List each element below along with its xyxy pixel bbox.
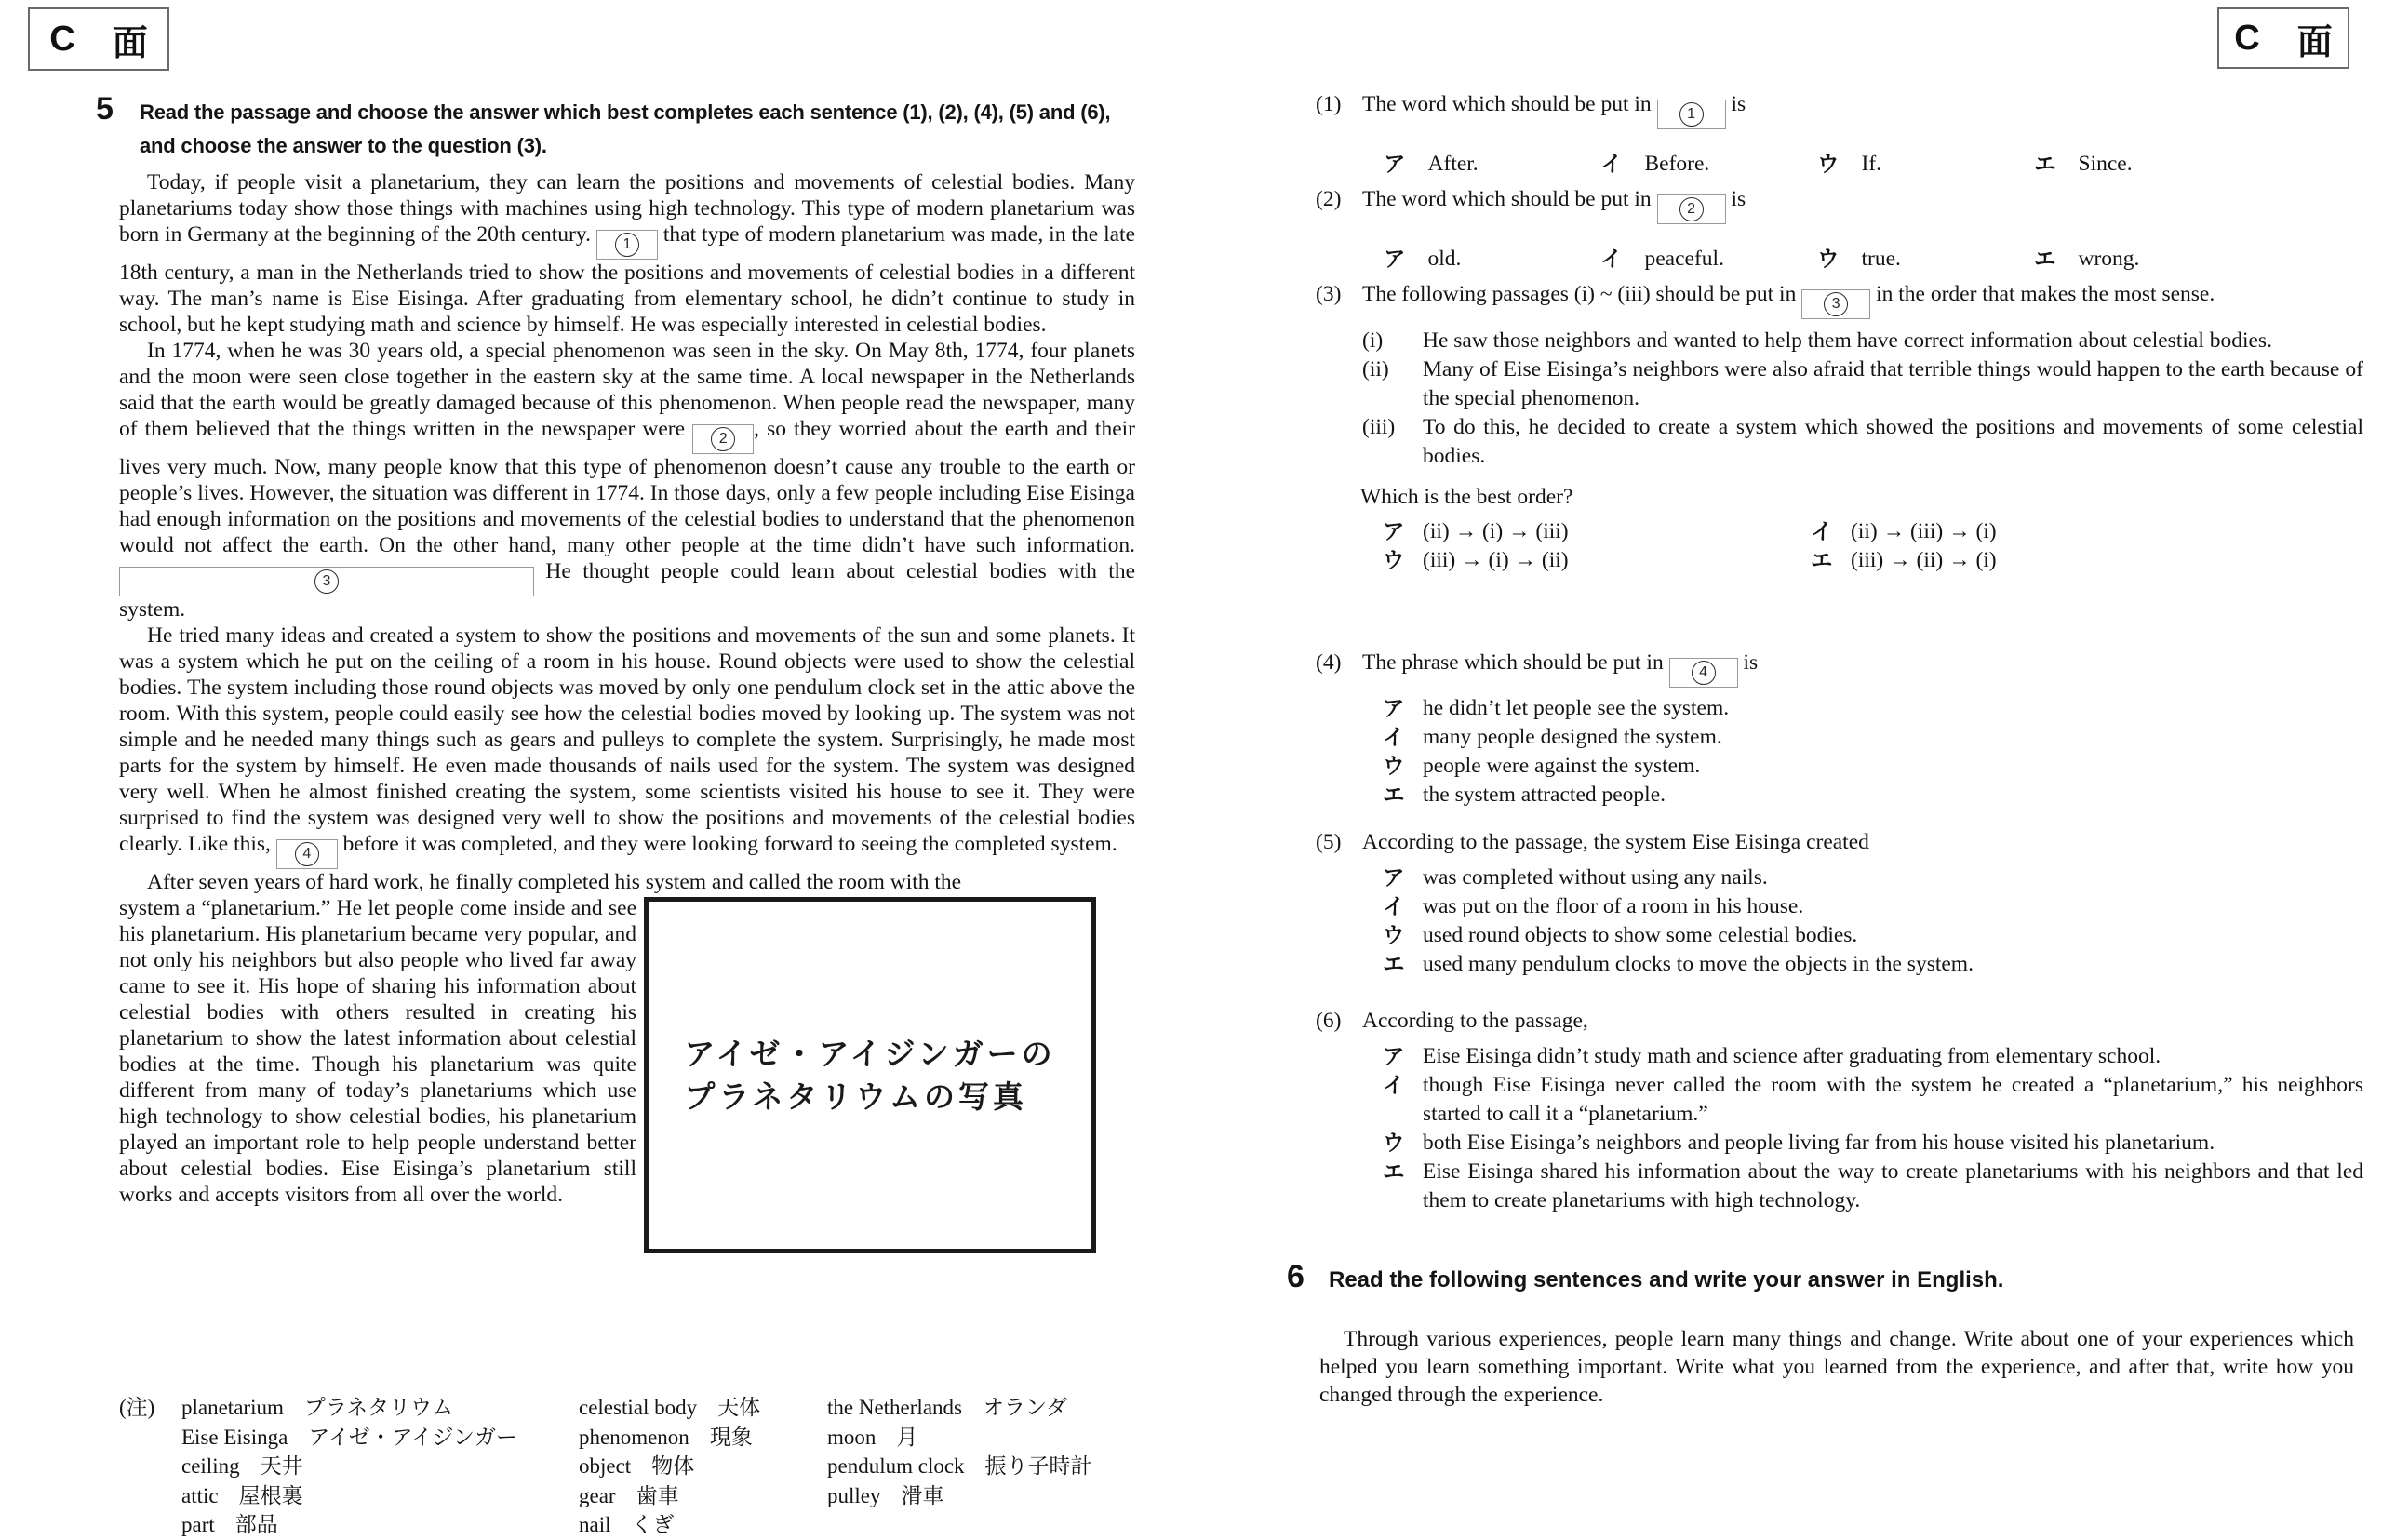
note-term: part bbox=[181, 1513, 215, 1536]
blank-box-1 bbox=[596, 230, 658, 260]
option-4 bbox=[2034, 245, 2139, 274]
option-2 bbox=[1383, 892, 2363, 921]
ordering-passage-label: (ii) bbox=[1362, 357, 1389, 382]
circled-number-2: 2 bbox=[711, 427, 735, 451]
note-entry bbox=[181, 1481, 517, 1511]
blank-box-2 bbox=[692, 424, 754, 454]
option-3 bbox=[1383, 921, 2363, 950]
note-reading: 部品 bbox=[234, 1513, 278, 1536]
note-entry bbox=[181, 1393, 517, 1423]
note-term: the Netherlands bbox=[827, 1396, 962, 1419]
ordering-passage-item bbox=[1316, 413, 2363, 471]
note-reading: 滑車 bbox=[901, 1483, 944, 1507]
answer-options bbox=[1316, 150, 2363, 179]
question-number: (1) bbox=[1316, 92, 1342, 116]
circled-number-2: 2 bbox=[1679, 197, 1704, 221]
option-label: ウ bbox=[1383, 754, 1405, 778]
option-label: ウ bbox=[1817, 247, 1840, 271]
option-label: ア bbox=[1383, 696, 1405, 720]
option-label: イ bbox=[1383, 1073, 1405, 1097]
note-reading: 天井 bbox=[260, 1454, 303, 1478]
side-letter: C bbox=[2234, 18, 2260, 58]
note-entry bbox=[579, 1481, 760, 1511]
ordering-passage-text: He saw those neighbors and wanted to help them have correct information about celestial bodies. bbox=[1423, 328, 2272, 353]
section-5-number: 5 bbox=[96, 91, 114, 127]
option-text: people were against the system. bbox=[1423, 754, 1701, 778]
ordering-passages bbox=[1316, 327, 2363, 471]
blank-box-4 bbox=[276, 839, 338, 869]
note-term: pendulum clock bbox=[827, 1454, 965, 1478]
blank-box-4 bbox=[1669, 658, 1738, 688]
side-letter: C bbox=[49, 19, 75, 59]
note-term: object bbox=[579, 1454, 632, 1478]
passage-paragraph-2: In 1774, when he was 30 years old, a special phenomenon was seen in the sky. On May 8th, 1774, four planets and the moon were seen close together in the eastern sky at the same time. A local newspaper in the Netherlands said that the earth would be greatly damaged because of this phenomenon. When people read the newspaper, many of them believed that the things written in the newspaper were 2 , so they worried about the earth and their lives very much. Now, many people know that this type of phenomenon doesn’t cause any trouble to the earth or people’s lives. However, the situation was different in 1774. In those days, only a few people including Eise Eisinga had enough information on the positions and movements of the celestial bodies to understand that the phenomenon would not affect the earth. On the other hand, many other people at the time didn’t have such information. 3 He thought people could learn about celestial bodies with the system. bbox=[119, 339, 1135, 622]
option-1 bbox=[1383, 864, 2363, 892]
question-number: (6) bbox=[1316, 1009, 1342, 1033]
ordering-passage-text: To do this, he decided to create a system which showed the positions and movements of some celestial bodies. bbox=[1423, 415, 2363, 468]
note-term: ceiling bbox=[181, 1454, 240, 1478]
circled-number-4: 4 bbox=[295, 842, 319, 866]
page-side-label-right bbox=[2217, 7, 2349, 69]
option-label: ア bbox=[1383, 519, 1405, 543]
option-1 bbox=[1384, 150, 1600, 179]
option-label: エ bbox=[1383, 952, 1405, 976]
passage-paragraph-4-first-line: After seven years of hard work, he finally completed his system and called the room with the bbox=[147, 870, 962, 894]
option-label: イ bbox=[1383, 894, 1405, 918]
note-term: pulley bbox=[827, 1483, 881, 1507]
blank-box-3 bbox=[119, 567, 534, 596]
blank-box-3 bbox=[1801, 289, 1870, 319]
note-entry bbox=[579, 1510, 760, 1540]
note-reading: 屋根裏 bbox=[238, 1483, 303, 1507]
option-text: peaceful. bbox=[1644, 247, 1724, 271]
option-label: エ bbox=[1383, 783, 1405, 807]
note-entry bbox=[827, 1423, 1092, 1453]
option-1 bbox=[1384, 245, 1600, 274]
option-label: ウ bbox=[1817, 152, 1840, 176]
note-reading: 物体 bbox=[651, 1454, 695, 1478]
option-text: Since. bbox=[2078, 152, 2133, 176]
circled-number-3: 3 bbox=[1824, 292, 1848, 316]
option-4 bbox=[1383, 781, 2363, 810]
note-term: nail bbox=[579, 1513, 611, 1536]
option-text: Before. bbox=[1644, 152, 1710, 176]
note-reading: 振り子時計 bbox=[984, 1454, 1092, 1478]
question-3 bbox=[1316, 280, 2363, 575]
option-text: If. bbox=[1861, 152, 1882, 176]
ordering-passage-text: Many of Eise Eisinga’s neighbors were also afraid that terrible things would happen to the earth because of the special phenomenon. bbox=[1423, 357, 2363, 410]
option-4 bbox=[1383, 1158, 2363, 1215]
question-stem: The phrase which should be put in 4 is bbox=[1362, 649, 2363, 688]
side-kanji: 面 bbox=[2296, 22, 2333, 62]
photo-caption-line-2: プラネタリウムの写真 bbox=[684, 1078, 1028, 1114]
option-text: Eise Eisinga shared his information about the way to create planetariums with his neighbors and that led them to create planetariums with high technology. bbox=[1423, 1159, 2363, 1212]
option-label: ア bbox=[1383, 1044, 1405, 1068]
option-label: イ bbox=[1600, 152, 1623, 176]
question-number: (5) bbox=[1316, 830, 1342, 854]
option-2 bbox=[1383, 1071, 2363, 1129]
section-6-number: 6 bbox=[1287, 1259, 1305, 1294]
option-text: used many pendulum clocks to move the objects in the system. bbox=[1423, 952, 1974, 976]
passage-paragraph-1: Today, if people visit a planetarium, they can learn the positions and movements of celestial bodies. Many planetariums today show those things with machines using high technology. This type of modern planetarium was born in Germany at the beginning of the 20th century. 1 that type of modern planetarium was made, in the late 18th century, a man in the Netherlands tried to show the positions and movements of celestial bodies in a different way. The man’s name is Eise Eisinga. After graduating from elementary school, he didn’t continue to study in school, but he kept studying math and science by himself. He was especially interested in celestial bodies. bbox=[119, 170, 1135, 337]
passage-paragraph-4-zone bbox=[119, 895, 1135, 1208]
section-6-instruction: Read the following sentences and write your answer in English. bbox=[1329, 1267, 2004, 1292]
note-reading: 月 bbox=[896, 1425, 918, 1449]
note-entry bbox=[579, 1393, 760, 1423]
question-number: (3) bbox=[1316, 282, 1342, 306]
option-3 bbox=[1383, 752, 2363, 781]
note-reading: プラネタリウム bbox=[303, 1396, 453, 1419]
section-5-instruction: Read the passage and choose the answer which best completes each sentence (1), (2), (4), (5) and (6), and choose the answer to the question (3). bbox=[140, 100, 1111, 157]
note-reading: くぎ bbox=[631, 1513, 675, 1536]
question-number: (4) bbox=[1316, 650, 1342, 675]
option-1 bbox=[1383, 517, 1811, 546]
question-number: (2) bbox=[1316, 187, 1342, 211]
option-label: ア bbox=[1384, 247, 1406, 271]
option-label: エ bbox=[2034, 152, 2056, 176]
blank-box-1 bbox=[1657, 100, 1726, 129]
note-term: gear bbox=[579, 1483, 616, 1507]
note-reading: 天体 bbox=[717, 1396, 761, 1419]
option-text: used round objects to show some celestial bodies. bbox=[1423, 923, 1858, 947]
note-reading: オランダ bbox=[982, 1396, 1068, 1419]
option-4 bbox=[2034, 150, 2133, 179]
question-5 bbox=[1316, 828, 2363, 979]
option-text: was completed without using any nails. bbox=[1423, 865, 1768, 890]
option-text: old. bbox=[1427, 247, 1462, 271]
note-reading: 歯車 bbox=[636, 1483, 679, 1507]
option-text: (iii) → (ii) → (i) bbox=[1851, 548, 1997, 572]
circled-number-1: 1 bbox=[1679, 102, 1704, 127]
answer-options bbox=[1316, 694, 2363, 810]
passage-paragraph-3: He tried many ideas and created a system to show the positions and movements of the sun and some planets. It was a system which he put on the ceiling of a room in his house. Round objects were used to show the celestial bodies. The system including those round objects was moved by only one pendulum clock set in the attic above the room. With this system, people could easily see how the celestial bodies moved by looking up. The system was not simple and he needed many things such as gears and pulleys to complete the system. Surprisingly, he made most parts for the system by himself. He even made thousands of nails used for the system. The system was designed very well. When he almost finished creating the system, some scientists visited his house to see it. They were surprised to find the system was designed very well to show the positions and movements of the celestial bodies clearly. Like this, 4 before it was completed, and they were looking forward to seeing the completed system. bbox=[119, 623, 1135, 869]
note-entry bbox=[181, 1423, 517, 1453]
option-1 bbox=[1383, 1042, 2363, 1071]
option-text: After. bbox=[1427, 152, 1479, 176]
answer-options bbox=[1316, 864, 2363, 979]
answer-options bbox=[1316, 245, 2363, 274]
option-3 bbox=[1383, 546, 1811, 575]
option-2 bbox=[1383, 723, 2363, 752]
option-label: イ bbox=[1383, 725, 1405, 749]
option-label: イ bbox=[1811, 519, 1833, 543]
note-entry bbox=[181, 1452, 517, 1481]
option-3 bbox=[1383, 1129, 2363, 1158]
notes-column-3 bbox=[827, 1393, 1092, 1510]
question-6 bbox=[1316, 1007, 2363, 1215]
note-reading: 現象 bbox=[709, 1425, 753, 1449]
option-text: (ii) → (iii) → (i) bbox=[1851, 519, 1997, 543]
blank-box-2 bbox=[1657, 194, 1726, 224]
question-stem: The word which should be put in 1 is bbox=[1362, 90, 2363, 129]
option-text: wrong. bbox=[2078, 247, 2140, 271]
ordering-passage-item bbox=[1316, 327, 2363, 355]
option-label: エ bbox=[1811, 548, 1833, 572]
option-text: (iii) → (i) → (ii) bbox=[1423, 548, 1569, 572]
note-entry bbox=[827, 1393, 1092, 1423]
option-label: イ bbox=[1600, 247, 1623, 271]
option-label: ウ bbox=[1383, 1131, 1405, 1155]
option-text: was put on the floor of a room in his house. bbox=[1423, 894, 1804, 918]
option-2 bbox=[1811, 517, 2363, 546]
answer-options bbox=[1316, 1042, 2363, 1215]
note-term: planetarium bbox=[181, 1396, 284, 1419]
notes-column-1 bbox=[181, 1393, 517, 1540]
option-text: though Eise Eisinga never called the room with the system he created a “planetarium,” his neighbors started to call it a “planetarium.” bbox=[1423, 1073, 2363, 1126]
notes-label: (注) bbox=[119, 1396, 155, 1419]
option-label: ウ bbox=[1383, 923, 1405, 947]
question-1 bbox=[1316, 90, 2363, 179]
note-term: phenomenon bbox=[579, 1425, 689, 1449]
option-3 bbox=[1817, 150, 2034, 179]
option-label: ア bbox=[1384, 152, 1406, 176]
photo-caption bbox=[684, 1033, 1055, 1118]
option-4 bbox=[1811, 546, 2363, 575]
note-term: attic bbox=[181, 1483, 219, 1507]
question-2 bbox=[1316, 185, 2363, 274]
circled-number-4: 4 bbox=[1692, 661, 1716, 685]
question-sub-prompt: Which is the best order? bbox=[1360, 485, 1573, 509]
option-3 bbox=[1817, 245, 2034, 274]
note-entry bbox=[827, 1481, 1092, 1511]
option-label: エ bbox=[2034, 247, 2056, 271]
passage-paragraph-4-rest: system a “planetarium.” He let people come inside and see his planetarium. His planetarium became very popular, and not only his neighbors but also people who lived far away came to see it. His hope of sharing his information about celestial bodies with others resulted in creating his planetarium to show the latest information about celestial bodies at the time. Though his planetarium was quite different from many of today’s planetariums which use high technology to show celestial bodies, his planetarium played an important role to help people understand better about celestial bodies. Eise Eisinga’s planetarium still works and accepts visitors from all over the world. bbox=[119, 896, 636, 1207]
option-4 bbox=[1383, 950, 2363, 979]
reading-passage bbox=[119, 169, 1135, 1208]
note-entry bbox=[181, 1510, 517, 1540]
note-entry bbox=[579, 1452, 760, 1481]
ordering-passage-label: (i) bbox=[1362, 328, 1384, 353]
option-2 bbox=[1600, 150, 1817, 179]
ordering-passage-label: (iii) bbox=[1362, 415, 1396, 439]
question-stem: The following passages (i) ~ (iii) should be put in 3 in the order that makes the most sense. bbox=[1362, 280, 2363, 319]
option-text: he didn’t let people see the system. bbox=[1423, 696, 1730, 720]
note-term: moon bbox=[827, 1425, 877, 1449]
side-kanji: 面 bbox=[112, 23, 148, 63]
circled-number-3: 3 bbox=[314, 569, 339, 594]
option-text: both Eise Eisinga’s neighbors and people living far from his house visited his planetarium. bbox=[1423, 1131, 2215, 1155]
option-label: ア bbox=[1383, 865, 1405, 890]
option-text: true. bbox=[1861, 247, 1901, 271]
question-stem: The word which should be put in 2 is bbox=[1362, 185, 2363, 224]
option-label: ウ bbox=[1383, 548, 1405, 572]
photo-caption-line-1: アイゼ・アイジンガーの bbox=[684, 1036, 1056, 1071]
note-term: celestial body bbox=[579, 1396, 698, 1419]
question-stem: According to the passage, the system Eise Eisinga created bbox=[1362, 830, 1869, 854]
note-entry bbox=[827, 1452, 1092, 1481]
note-entry bbox=[579, 1423, 760, 1453]
question-stem: According to the passage, bbox=[1362, 1009, 1588, 1033]
question-4 bbox=[1316, 649, 2363, 810]
section-6-prompt: Through various experiences, people learn many things and change. Write about one of your experiences which helped you learn something important. Write what you learned from the experience, and after that, write how you changed through the experience. bbox=[1319, 1327, 2354, 1407]
note-reading: アイゼ・アイジンガー bbox=[308, 1425, 517, 1449]
note-term: Eise Eisinga bbox=[181, 1425, 288, 1449]
option-2 bbox=[1600, 245, 1817, 274]
option-text: many people designed the system. bbox=[1423, 725, 1722, 749]
notes-column-2 bbox=[579, 1393, 760, 1540]
option-label: エ bbox=[1383, 1159, 1405, 1184]
circled-number-1: 1 bbox=[615, 233, 639, 257]
option-text: Eise Eisinga didn’t study math and science after graduating from elementary school. bbox=[1423, 1044, 2161, 1068]
ordering-passage-item bbox=[1316, 355, 2363, 413]
photo-placeholder-box bbox=[644, 897, 1096, 1253]
page-side-label-left bbox=[28, 7, 169, 71]
option-text: (ii) → (i) → (iii) bbox=[1423, 519, 1569, 543]
option-text: the system attracted people. bbox=[1423, 783, 1666, 807]
answer-options bbox=[1316, 517, 2363, 575]
option-1 bbox=[1383, 694, 2363, 723]
